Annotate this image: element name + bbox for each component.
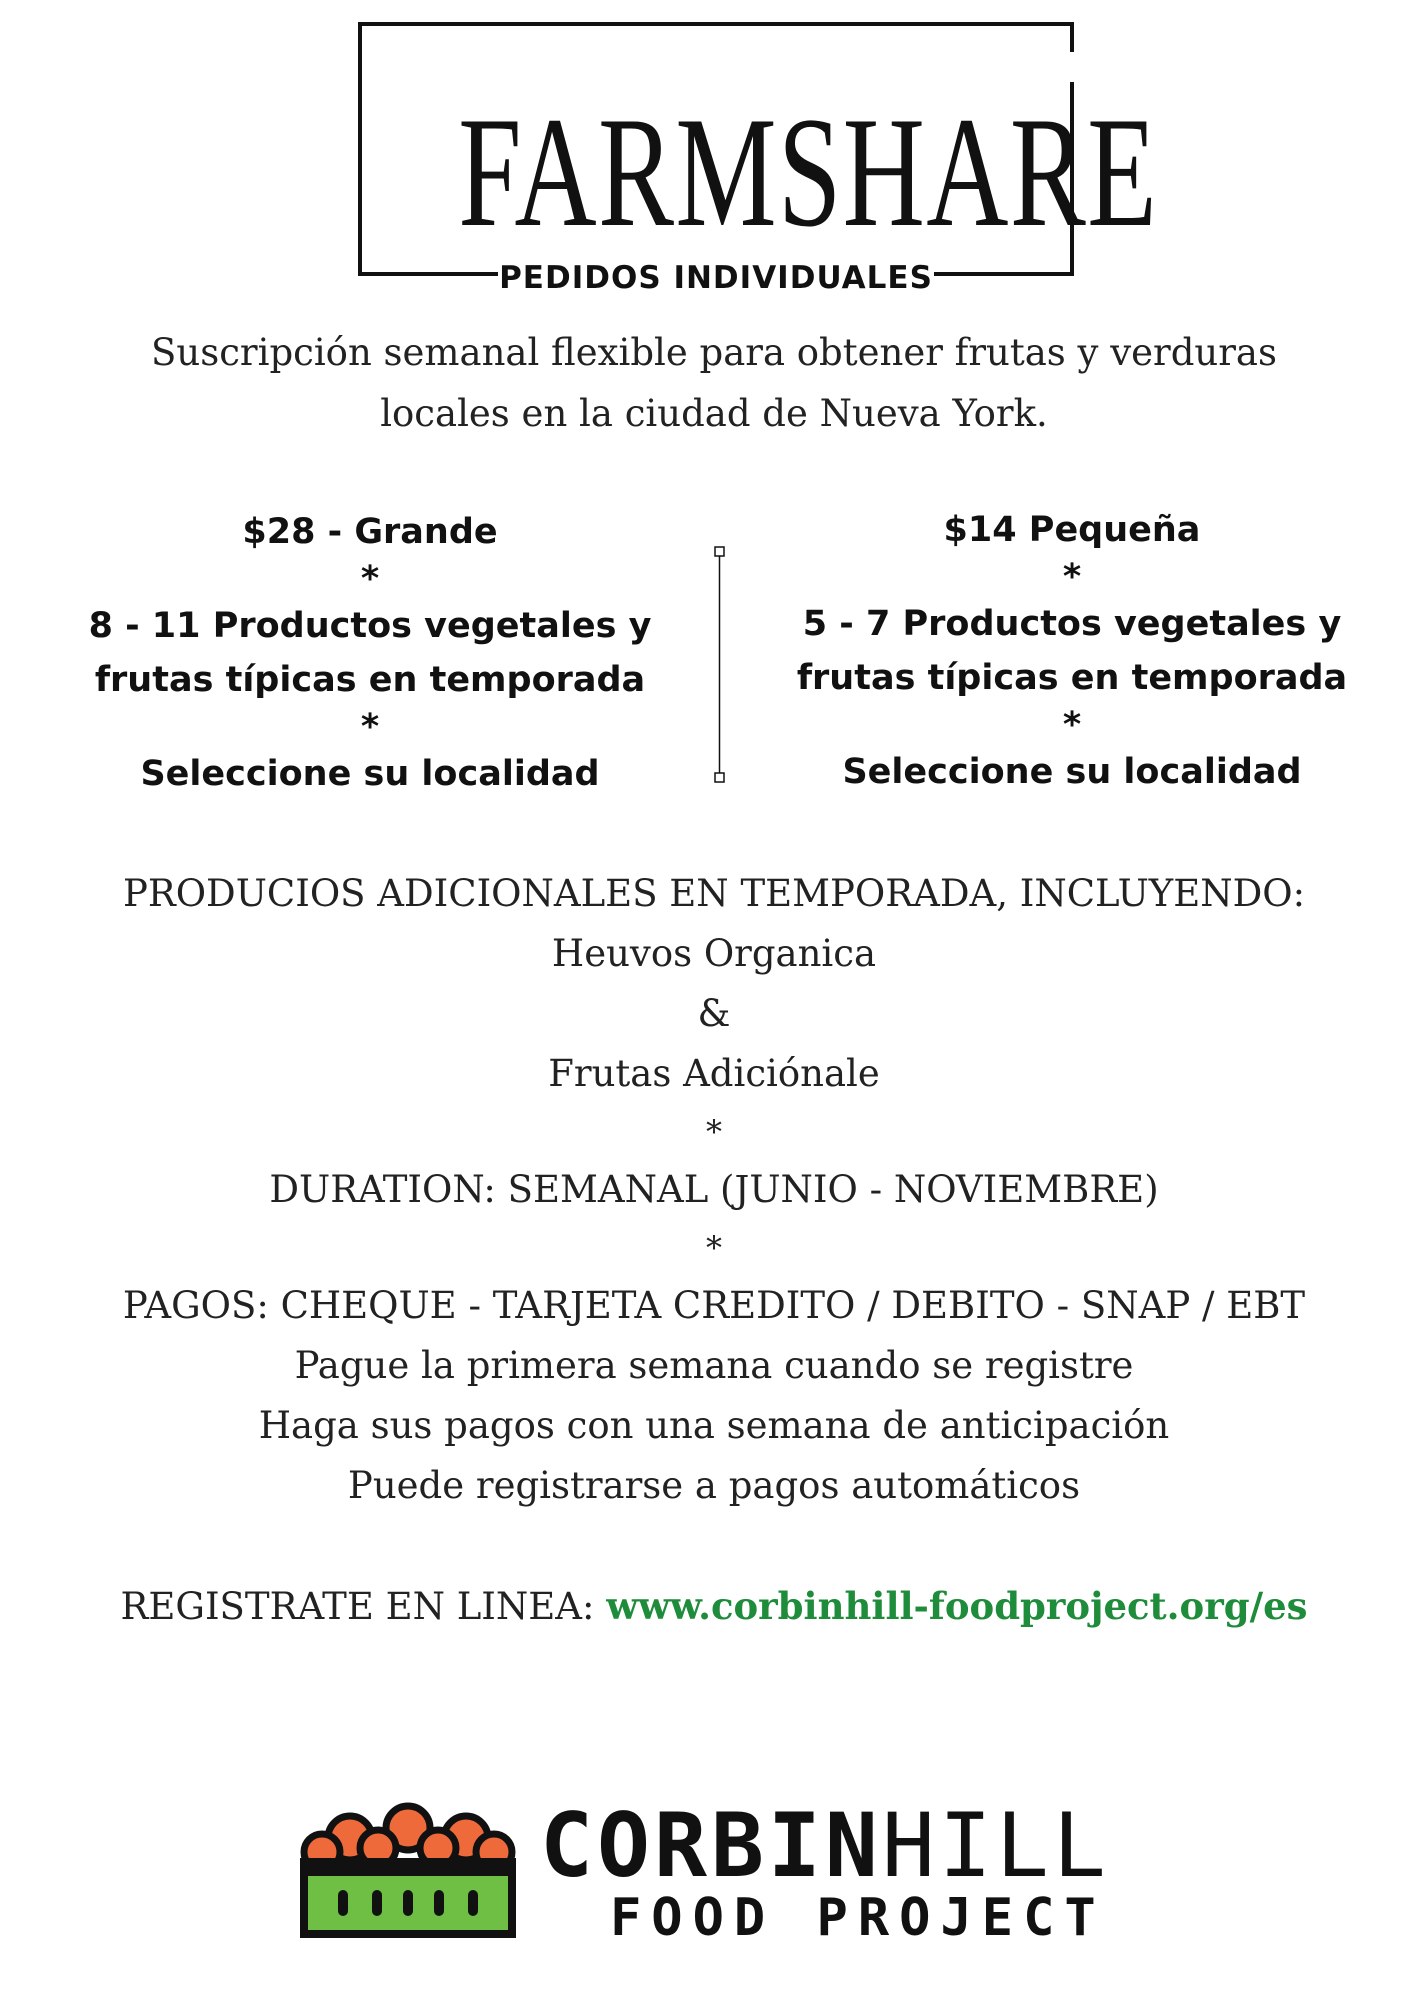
intro-text [0,322,1428,444]
extras-item-fruits: Frutas Adiciónale [548,1052,880,1095]
logo-tagline: FOOD PROJECT [610,1888,1106,1948]
produce-crate-icon [300,1790,516,1940]
extras-section [0,864,1428,1637]
plan-small-separator-2: * [1062,705,1082,745]
duration-text: DURATION: SEMANAL (JUNIO - NOVIEMBRE) [269,1168,1159,1211]
plan-large-desc-1: 8 - 11 Productos vegetales y [88,606,652,646]
register-link[interactable]: www.corbinhill-foodproject.org/es [606,1584,1308,1628]
plan-large-desc-2: frutas típicas en temporada [94,660,646,700]
extras-separator-2: * [706,1229,722,1267]
pay-note-3: Puede registrarse a pagos automáticos [347,1464,1081,1507]
logo-name-thin: HILL [881,1794,1110,1897]
plan-divider [712,545,728,785]
plan-small-price: $14 Pequeña [943,510,1201,550]
logo-name-bold: CORBIN [540,1794,882,1897]
title-box [358,22,1159,296]
payments-text: PAGOS: CHEQUE - TARJETA CREDITO / DEBITO - SNAP / EBT [122,1284,1306,1327]
logo-wordmark [540,1794,1110,1897]
plan-large-separator-1: * [360,559,380,599]
extras-separator-1: * [706,1113,722,1151]
plan-large-action: Seleccione su localidad [140,754,600,794]
extras-item-eggs: Heuvos Organica [551,932,877,975]
pay-note-1: Pague la primera semana cuando se registre [294,1344,1134,1387]
brand-title: FARMSHARE [458,85,1159,260]
plan-small-desc-2: frutas típicas en temporada [796,658,1348,698]
plan-large-price: $28 - Grande [242,512,498,552]
spacer [0,1516,1428,1576]
plan-large-separator-2: * [360,707,380,747]
plan-small-separator-1: * [1062,557,1082,597]
plan-large [40,505,700,801]
extras-and: & [697,992,731,1035]
register-line [0,1576,1428,1637]
register-label: REGISTRATE EN LINEA: [120,1585,607,1628]
brand-subtitle: PEDIDOS INDIVIDUALES [499,260,933,296]
extras-heading: PRODUCIOS ADICIONALES EN TEMPORADA, INCLUYENDO: [122,872,1306,915]
intro-line-1: Suscripción semanal flexible para obtener frutas y verduras [151,331,1277,374]
plan-small-action: Seleccione su localidad [842,752,1302,792]
pay-note-2: Haga sus pagos con una semana de anticipación [258,1404,1170,1447]
intro-line-2: locales en la ciudad de Nueva York. [380,392,1048,435]
plan-small [742,503,1402,799]
plan-small-desc-1: 5 - 7 Productos vegetales y [802,604,1342,644]
